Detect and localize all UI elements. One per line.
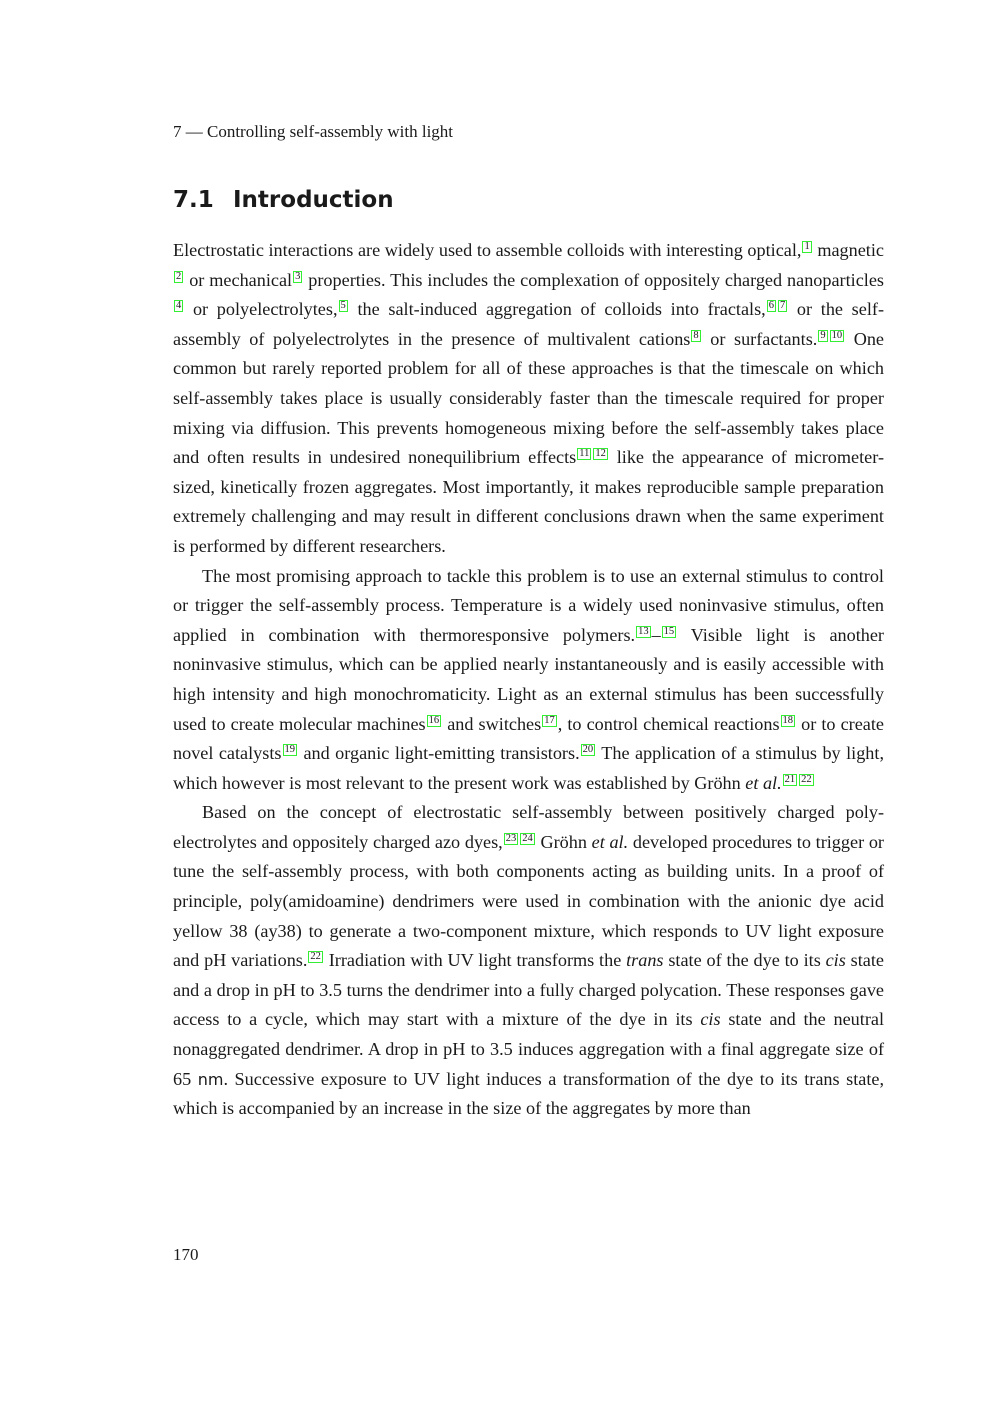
italic-text: et al. bbox=[745, 772, 782, 793]
italic-text: cis bbox=[825, 950, 846, 971]
citation-link[interactable]: 18 bbox=[782, 714, 794, 726]
citation-link[interactable]: 4 bbox=[176, 300, 182, 312]
running-head: 7 — Controlling self-assembly with light bbox=[173, 122, 454, 141]
section-title: Introduction bbox=[233, 187, 394, 213]
citation-link[interactable]: 17 bbox=[544, 714, 555, 726]
text-run: state of the dye to its bbox=[663, 950, 826, 971]
page-number: 170 bbox=[173, 1245, 199, 1264]
paragraph bbox=[173, 236, 884, 562]
citation-link[interactable]: 19 bbox=[284, 744, 295, 756]
italic-text: trans bbox=[626, 950, 664, 971]
citation-link[interactable]: 15 bbox=[663, 625, 675, 637]
citation-link[interactable]: 10 bbox=[831, 329, 843, 341]
text-run: magnetic bbox=[812, 240, 884, 260]
body-text bbox=[173, 236, 884, 1124]
citation-link[interactable]: 24 bbox=[522, 832, 533, 844]
citation-link[interactable]: 1 bbox=[804, 241, 810, 252]
citation-link[interactable]: 2 bbox=[176, 270, 182, 282]
unit-text: nm bbox=[197, 1069, 224, 1089]
text-run: or to create novel catalysts bbox=[173, 713, 884, 764]
section-number: 7.1 bbox=[173, 187, 214, 213]
citation-link[interactable]: 21 bbox=[784, 773, 796, 785]
text-run: One common but rarely reported problem for all of these approaches is that the timescale on which self-assembly takes place is usually considerably faster than the timescale required for proper mixing via diffusion. This prevents homogeneous mixing before the self-assembly takes place and often results in undesired nonequilibrium effects bbox=[173, 328, 884, 468]
text-run: – bbox=[651, 624, 661, 645]
italic-text: et al. bbox=[591, 831, 629, 852]
text-run: Gröhn bbox=[535, 831, 592, 852]
citation-link[interactable]: 5 bbox=[340, 300, 346, 312]
section-heading bbox=[173, 185, 394, 215]
text-run: or mechanical bbox=[184, 269, 293, 290]
citation-link[interactable]: 20 bbox=[582, 744, 594, 756]
text-run: Irradiation with UV light transforms the bbox=[323, 950, 627, 971]
text-run: Electrostatic interactions are widely used to assemble colloids with interesting optical, bbox=[173, 240, 802, 260]
text-run: The most promising approach to tackle this problem is to use an external stimulus to control or trigger the self-assembly process. Temperature is a widely used noninvasive stimulus, often applied in combination with thermoresponsive polymers. bbox=[173, 565, 884, 645]
text-run: state and a drop in pH to 3.5 turns the dendrimer into a fully charged polycation. These responses gave access to a cycle, which may start with a mixture of the dye in its bbox=[173, 950, 884, 1030]
paragraph bbox=[173, 562, 884, 799]
citation-link[interactable]: 9 bbox=[820, 329, 826, 341]
document-page bbox=[173, 0, 884, 1414]
citation-link[interactable]: 22 bbox=[801, 773, 812, 785]
citation-link[interactable]: 13 bbox=[638, 625, 649, 637]
text-run: developed procedures to trigger or tune the self-assembly process, with both components acting as building units. In a proof of principle, poly(amidoamine) dendrimers were used in combination with the anionic dye acid yellow 38 (ay38) to generate a two-component mixture, which responds to UV light exposure and pH variations. bbox=[173, 831, 884, 971]
citation-link[interactable]: 3 bbox=[295, 270, 301, 282]
italic-text: cis bbox=[700, 1009, 721, 1030]
text-run: or surfactants. bbox=[701, 328, 818, 349]
text-run: like the appearance of micrometer-sized, kinetically frozen aggregates. Most importantly, it makes reproducible sample preparation extremely challenging and may result in different conclusions drawn when the same experiment is performed by different researchers. bbox=[173, 447, 884, 556]
citation-link[interactable]: 12 bbox=[595, 448, 606, 460]
text-run: properties. This includes the complexation of oppositely charged nanoparticles bbox=[303, 269, 884, 290]
text-run: the salt-induced aggregation of colloids into fractals, bbox=[348, 299, 766, 320]
citation-link[interactable]: 6 bbox=[768, 300, 774, 312]
citation-link[interactable]: 22 bbox=[310, 951, 321, 963]
text-run: state and the neutral nonaggregated dendrimer. A drop in pH to 3.5 induces aggregation with a final aggregate size of 65 bbox=[173, 1009, 884, 1089]
text-run: Based on the concept of electrostatic self-assembly between positively charged polyelectrolytes and oppositely charged azo dyes, bbox=[173, 802, 884, 852]
text-run: or the self-assembly of polyelectrolytes in the presence of multivalent cations bbox=[173, 299, 885, 349]
text-run: Visible light is another noninvasive stimulus, which can be applied nearly instantaneously and is easily accessible with high intensity and high monochromaticity. Light as an external stimulus has been successfully used to create molecular machines bbox=[173, 624, 884, 734]
paragraph bbox=[173, 798, 884, 1124]
citation-link[interactable]: 16 bbox=[428, 714, 440, 726]
text-run: and organic light-emitting transistors. bbox=[298, 743, 580, 764]
text-run: , to control chemical reactions bbox=[557, 713, 780, 734]
citation-link[interactable]: 8 bbox=[693, 329, 699, 341]
text-run: The application of a stimulus by light, which however is most relevant to the present work was established by Gröhn bbox=[173, 743, 884, 793]
citation-link[interactable]: 11 bbox=[579, 448, 590, 460]
text-run: . Successive exposure to UV light induces a transformation of the dye to its trans state, which is accompanied by an increase in the size of the aggregates by more than bbox=[173, 1068, 884, 1119]
citation-link[interactable]: 23 bbox=[505, 832, 517, 844]
text-run: and switches bbox=[442, 713, 542, 734]
citation-link[interactable]: 7 bbox=[779, 300, 786, 312]
text-run: or polyelectrolytes, bbox=[184, 299, 338, 320]
